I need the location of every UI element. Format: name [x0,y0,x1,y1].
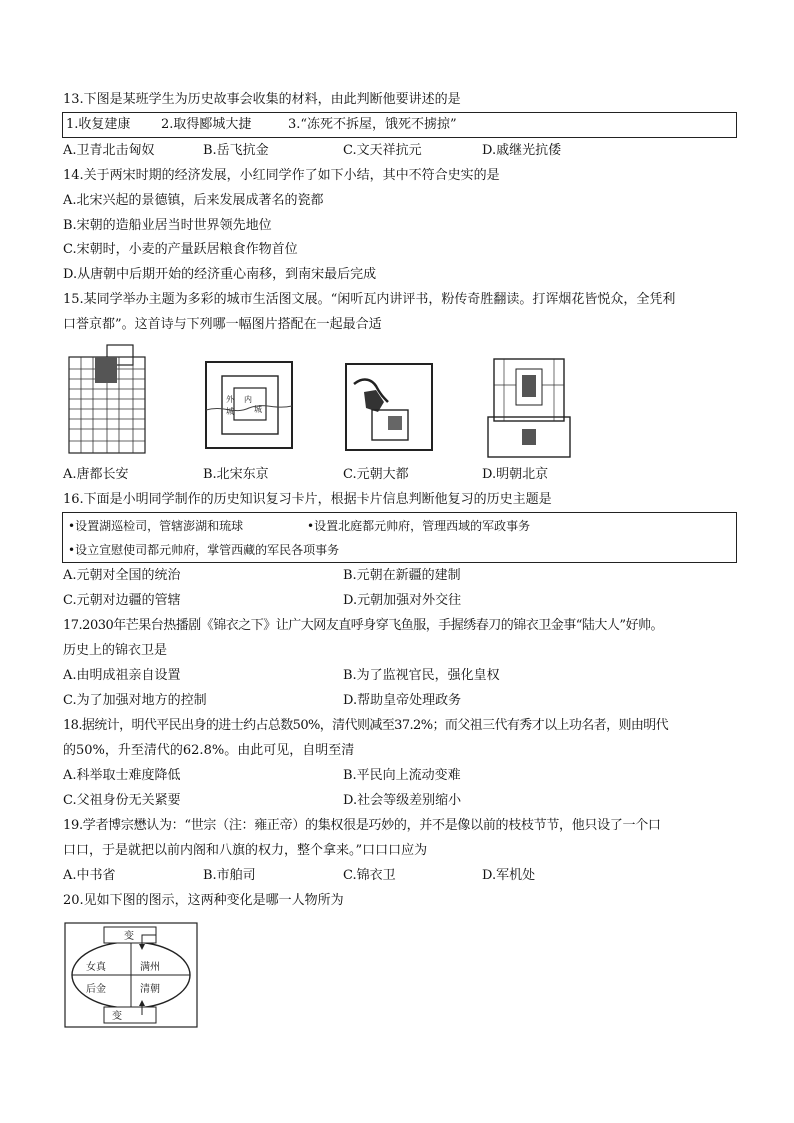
q15-option-a: A.唐都长安 [63,467,129,482]
q16-card-item-2: •设置北庭都元帅府，管理西域的军政事务 [307,519,531,533]
q14-stem: 14.关于两宋时期的经济发展，小红同学作了如下小结，其中不符合史实的是 [63,168,500,183]
diagram-qingchao: 清朝 [140,984,160,995]
q17-stem-line1: 17.2030年芒果台热播剧《锦衣之下》让广大网友直呼身穿飞鱼服，手握绣春刀的锦衣卫金事“陆大人”好帅。 [63,618,664,633]
q19-option-a: A.中书省 [63,868,116,883]
q13-stem: 13.下图是某班学生为历史故事会收集的材料，由此判断他要讲述的是 [63,92,461,107]
q17-option-b: B.为了监视官民，强化皇权 [343,668,500,683]
diagram-top-change: 变 [124,931,134,942]
map-b-label-nei: 内 [244,395,252,404]
diagram-nuzhen: 女真 [86,962,106,973]
map-changan-image [63,343,151,463]
q14-option-b: B.宋朝的造船业居当时世界领先地位 [63,218,272,233]
q19-option-c: C.锦衣卫 [343,868,396,883]
q14-option-c: C.宋朝时，小麦的产量跃居粮食作物首位 [63,242,298,257]
q13-option-c: C.文天祥抗元 [343,143,422,158]
diagram-manzhou: 满州 [140,962,160,973]
q20-change-diagram [64,922,198,1028]
q18-option-d: D.社会等级差别缩小 [343,793,462,808]
q19-option-d: D.军机处 [482,868,536,883]
q17-option-a: A.由明成祖亲自设置 [63,668,181,683]
q13-material-2: 2.取得郾城大捷 [161,117,252,132]
map-b-label-cheng-1: 城 [226,407,234,416]
q16-option-c: C.元朝对边疆的管辖 [63,593,181,608]
q18-stem-line2: 的50%，升至清代的62.8%。由此可见，自明至清 [63,743,355,758]
q17-stem-line2: 历史上的锦衣卫是 [63,643,168,658]
q18-option-b: B.平民向上流动变难 [343,768,461,783]
q13-option-a: A.卫青北击匈奴 [63,143,155,158]
q19-stem-line2: 口口，于是就把以前内阁和八旗的权力，整个拿来。”口口口应为 [63,843,428,858]
q14-option-d: D.从唐朝中后期开始的经济重心南移，到南宋最后完成 [63,267,377,282]
q15-stem-line1: 15.某同学举办主题为多彩的城市生活图文展。“闲听瓦内讲评书，粉传奇胜翻读。打诨烟花皆悦众，全凭利 [63,292,676,307]
q17-option-d: D.帮助皇帝处理政务 [343,693,462,708]
q16-option-d: D.元朝加强对外交往 [343,593,462,608]
q15-stem-line2: 口誉京都”。这首诗与下列哪一幅图片搭配在一起最合适 [63,317,382,332]
q16-card-item-3: •设立宣慰使司都元帅府，掌管西藏的军民各项事务 [68,543,340,557]
q14-option-a: A.北宋兴起的景德镇，后来发展成著名的瓷都 [63,193,324,208]
map-beijing-image [486,355,572,461]
q15-option-d: D.明朝北京 [482,467,549,482]
q16-option-b: B.元朝在新疆的建制 [343,568,461,583]
diagram-bottom-change: 变 [112,1011,122,1022]
q15-option-c: C.元朝大都 [343,467,409,482]
map-b-label-wai: 外 [226,395,234,404]
map-dongjing-image [204,360,294,450]
q19-option-b: B.市舶司 [203,868,256,883]
q16-card-item-1: •设置湖巡检司，管辖澎湖和琉球 [68,519,244,533]
q17-option-c: C.为了加强对地方的控制 [63,693,207,708]
q18-option-a: A.科举取士难度降低 [63,768,181,783]
q16-option-a: A.元朝对全国的统治 [63,568,181,583]
q18-option-c: C.父祖身份无关紧要 [63,793,181,808]
q15-option-b: B.北宋东京 [203,467,269,482]
diagram-houjin: 后金 [86,984,106,995]
q13-option-b: B.岳飞抗金 [203,143,269,158]
map-dadu-image [344,362,434,452]
q20-stem: 20.见如下图的图示，这两种变化是哪一人物所为 [63,893,344,908]
q13-material-3: 3.“冻死不拆屋，饿死不掳掠” [288,117,457,132]
q16-stem: 16.下面是小明同学制作的历史知识复习卡片，根据卡片信息判断他复习的历史主题是 [63,492,552,507]
q18-stem-line1: 18.据统计，明代平民出身的进士约占总数50%，清代则减至37.2%；而父祖三代有秀才以上功名者，则由明代 [63,718,669,733]
map-b-label-cheng-2: 城 [254,405,262,414]
q19-stem-line1: 19.学者博宗懋认为：“世宗（注：雍正帝）的集权很是巧妙的，并不是像以前的枝枝节节，他只设了一个口 [63,818,661,833]
q13-option-d: D.戚继光抗倭 [482,143,562,158]
q13-material-1: 1.收复建康 [66,117,131,132]
